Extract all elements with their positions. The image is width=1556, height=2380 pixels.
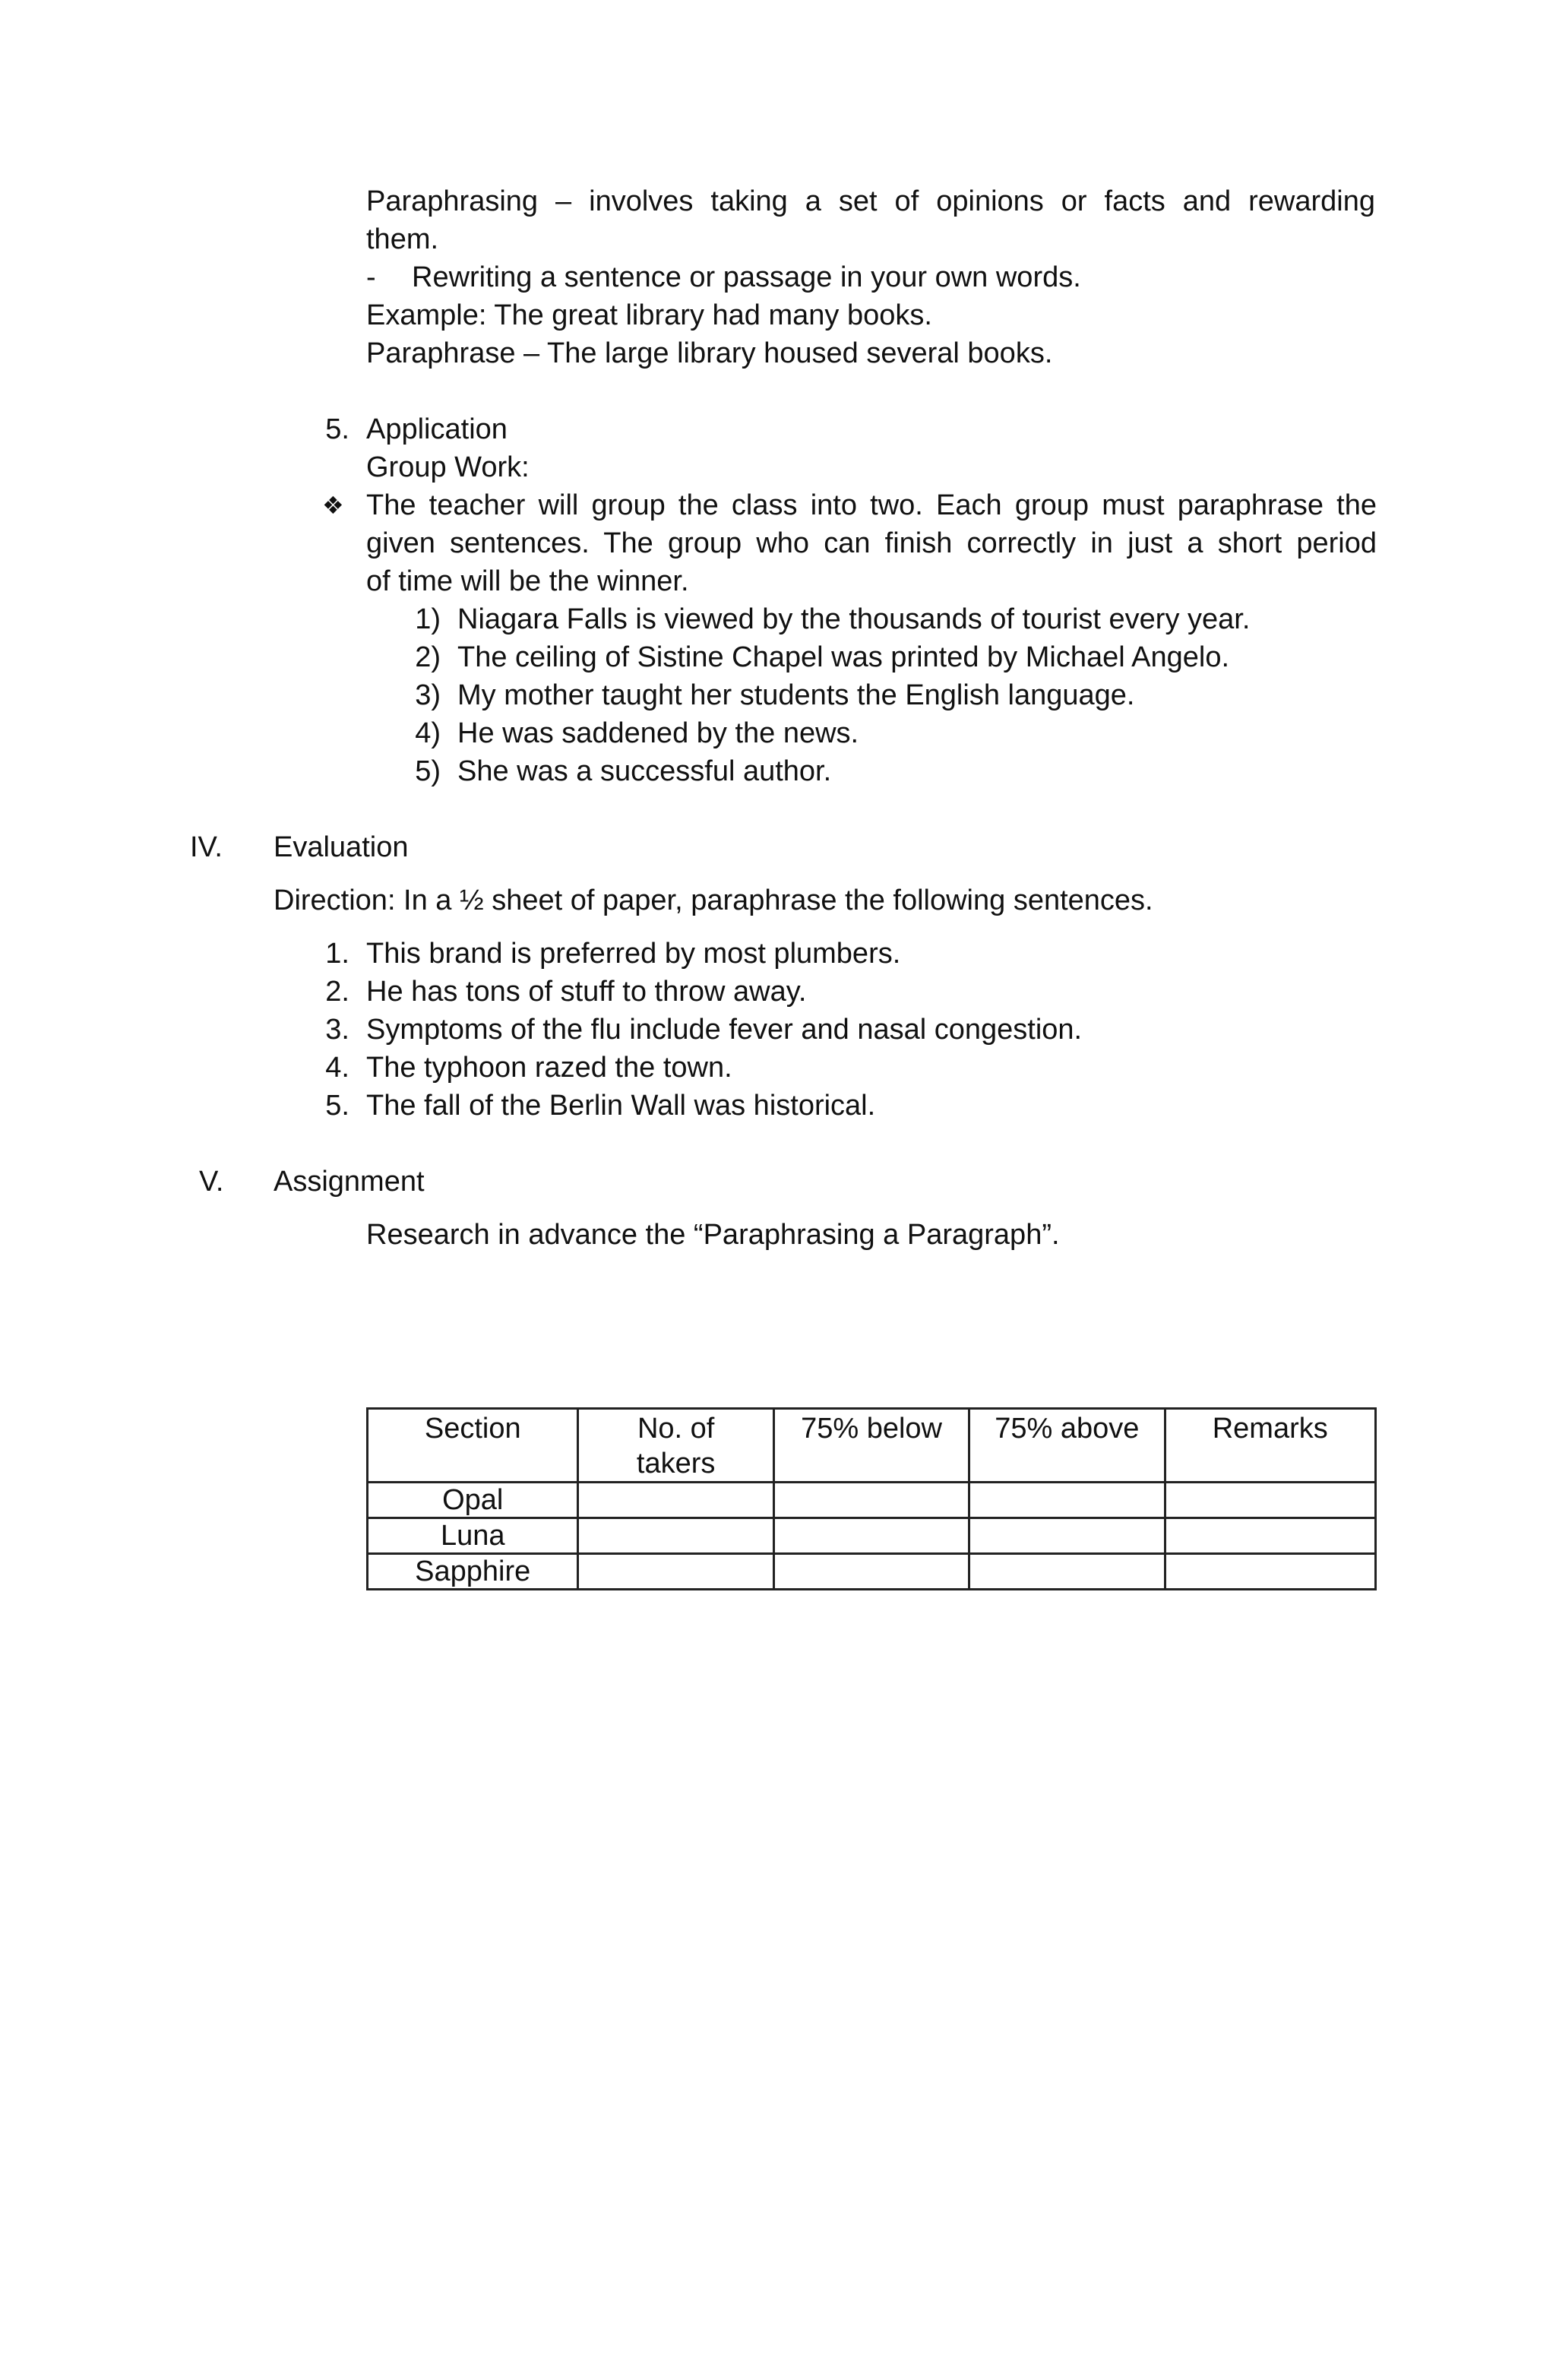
table-cell-section: Sapphire	[368, 1554, 578, 1590]
assignment-text: Research in advance the “Paraphrasing a Paragraph”.	[366, 1219, 1060, 1251]
evaluation-roman-numeral: IV.	[190, 831, 223, 863]
table-header-row	[368, 1409, 1376, 1483]
table-cell	[1165, 1554, 1375, 1590]
application-item-number: 4)	[415, 717, 441, 749]
evaluation-item: The fall of the Berlin Wall was historical.	[366, 1090, 876, 1122]
application-item-number: 1)	[415, 603, 441, 635]
paraphrasing-definition-line1: Paraphrasing – involves taking a set of opinions or facts and rewarding	[366, 185, 1375, 217]
evaluation-item-number: 2.	[325, 976, 349, 1008]
application-item-number: 2)	[415, 641, 441, 673]
application-number: 5.	[325, 413, 349, 445]
application-item: Niagara Falls is viewed by the thousands of tourist every year.	[457, 603, 1251, 635]
table-cell	[773, 1483, 969, 1518]
table-cell-section: Opal	[368, 1483, 578, 1518]
application-item: She was a successful author.	[457, 755, 832, 787]
group-work-label: Group Work:	[366, 451, 530, 483]
definition-bullet-text: Rewriting a sentence or passage in your own words.	[412, 261, 1081, 293]
table-cell	[578, 1554, 773, 1590]
application-item: My mother taught her students the English language.	[457, 679, 1135, 711]
table-cell	[1165, 1483, 1375, 1518]
assignment-roman-numeral: V.	[199, 1166, 224, 1198]
example-sentence: Example: The great library had many books.	[366, 299, 932, 331]
evaluation-item-number: 5.	[325, 1090, 349, 1122]
header-75-below: 75% below	[773, 1409, 969, 1483]
header-no-of-takers	[578, 1409, 773, 1483]
instruction-line-2: given sentences. The group who can finish correctly in just a short period	[366, 527, 1377, 559]
table-cell	[1165, 1518, 1375, 1554]
evaluation-item-number: 4.	[325, 1052, 349, 1084]
application-item-number: 3)	[415, 679, 441, 711]
evaluation-item: This brand is preferred by most plumbers.	[366, 938, 901, 970]
table-cell	[969, 1554, 1165, 1590]
table-cell	[969, 1518, 1165, 1554]
paraphrase-sentence: Paraphrase – The large library housed several books.	[366, 337, 1053, 369]
definition-bullet-dash: -	[366, 261, 376, 293]
evaluation-item: The typhoon razed the town.	[366, 1052, 732, 1084]
diamond-bullet-icon: ❖	[322, 492, 344, 519]
instruction-line-3: of time will be the winner.	[366, 565, 689, 597]
application-item: The ceiling of Sistine Chapel was printed by Michael Angelo.	[457, 641, 1230, 673]
header-remarks: Remarks	[1165, 1409, 1375, 1483]
evaluation-item-number: 3.	[325, 1014, 349, 1046]
evaluation-title: Evaluation	[274, 831, 409, 863]
evaluation-item: He has tons of stuff to throw away.	[366, 976, 807, 1008]
application-item: He was saddened by the news.	[457, 717, 859, 749]
application-item-number: 5)	[415, 755, 441, 787]
table-row	[368, 1554, 1376, 1590]
paraphrasing-definition-line2: them.	[366, 223, 439, 255]
evaluation-item: Symptoms of the flu include fever and nasal congestion.	[366, 1014, 1083, 1046]
assignment-title: Assignment	[274, 1166, 425, 1198]
results-table	[366, 1407, 1377, 1590]
table-row	[368, 1518, 1376, 1554]
table-cell	[969, 1483, 1165, 1518]
evaluation-direction: Direction: In a ½ sheet of paper, paraphrase the following sentences.	[274, 885, 1153, 916]
instruction-line-1: The teacher will group the class into two. Each group must paraphrase the	[366, 489, 1377, 521]
header-75-above: 75% above	[969, 1409, 1165, 1483]
header-section: Section	[368, 1409, 578, 1483]
evaluation-item-number: 1.	[325, 938, 349, 970]
table-cell-section: Luna	[368, 1518, 578, 1554]
table-cell	[578, 1483, 773, 1518]
table-cell	[773, 1518, 969, 1554]
application-title: Application	[366, 413, 508, 445]
table-row	[368, 1483, 1376, 1518]
table-cell	[578, 1518, 773, 1554]
header-no-of-takers-label: No. of takers	[636, 1413, 716, 1480]
table-cell	[773, 1554, 969, 1590]
